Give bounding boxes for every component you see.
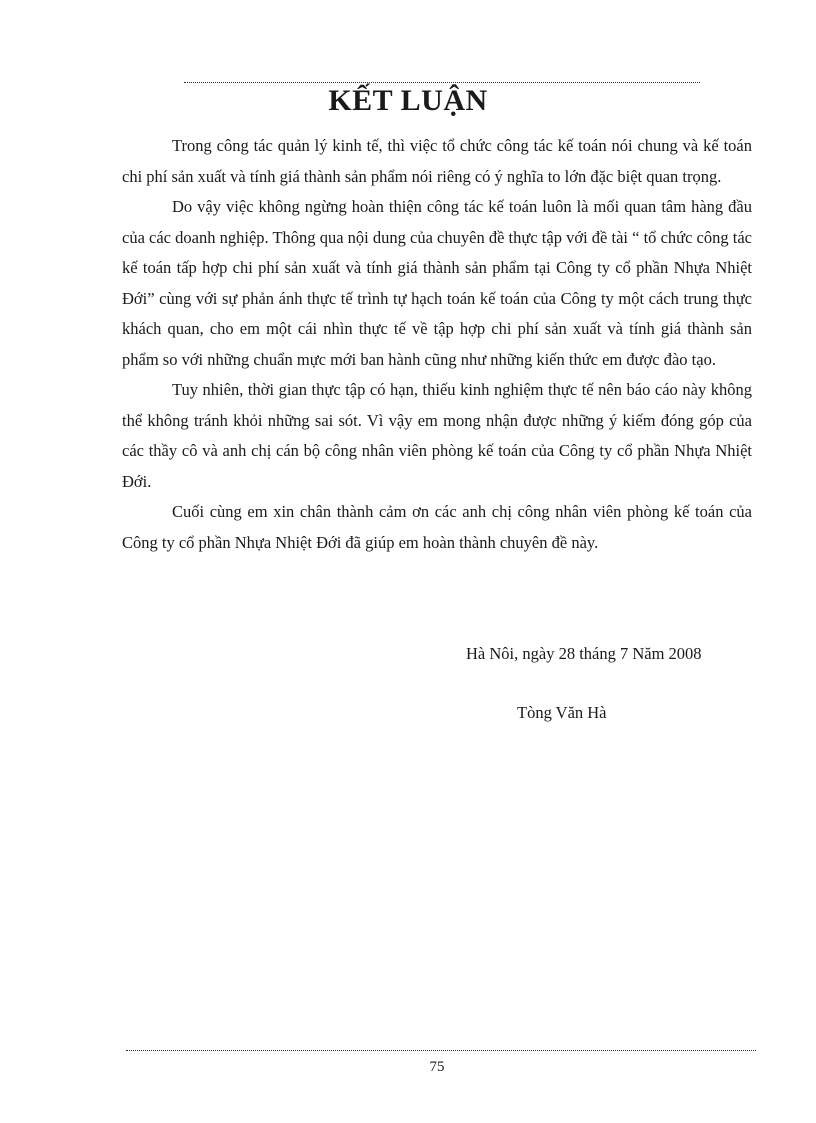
body-text xyxy=(122,131,752,558)
signature-name: Tòng Văn Hà xyxy=(517,703,607,722)
paragraph-2: Do vậy việc không ngừng hoàn thiện công tác kế toán luôn là mối quan tâm hàng đầu của các doanh nghiệp. Thông qua nội dung của chuyên đề thực tập với đề tài “ tổ chức công tác kế toán tấp hợp chi phí sản xuất và tính giá thành sản phẩm tại Công ty cổ phần Nhựa Nhiệt Đới” cùng với sự phản ánh thực tế trình tự hạch toán kế toán của Công ty một cách trung thực khách quan, cho em một cái nhìn thực tế về tập hợp chi phí sản xuất và tính giá thành sản phẩm so với những chuẩn mực mới ban hành cũng như những kiến thức em được đào tạo. xyxy=(122,197,752,369)
page-title: KẾT LUẬN xyxy=(328,84,488,117)
footer-divider xyxy=(126,1050,756,1051)
paragraph-1: Trong công tác quản lý kinh tế, thì việc tổ chức công tác kế toán nói chung và kế toán chi phí sản xuất và tính giá thành sản phẩm nói riêng có ý nghĩa to lớn đặc biệt quan trọng. xyxy=(122,136,752,186)
date-line: Hà Nôi, ngày 28 tháng 7 Năm 2008 xyxy=(466,644,702,663)
paragraph-3: Tuy nhiên, thời gian thực tập có hạn, thiếu kinh nghiệm thực tế nên báo cáo này không thể không tránh khỏi những sai sót. Vì vậy em mong nhận được những ý kiếm đóng góp của các thầy cô và anh chị cán bộ công nhân viên phòng kế toán của Công ty cổ phần Nhựa Nhiệt Đới. xyxy=(122,380,752,491)
header-divider xyxy=(184,82,700,83)
paragraph-4: Cuối cùng em xin chân thành cảm ơn các anh chị công nhân viên phòng kế toán của Công ty cổ phần Nhựa Nhiệt Đới đã giúp em hoàn thành chuyên đề này. xyxy=(122,502,752,552)
page-number: 75 xyxy=(429,1059,445,1075)
